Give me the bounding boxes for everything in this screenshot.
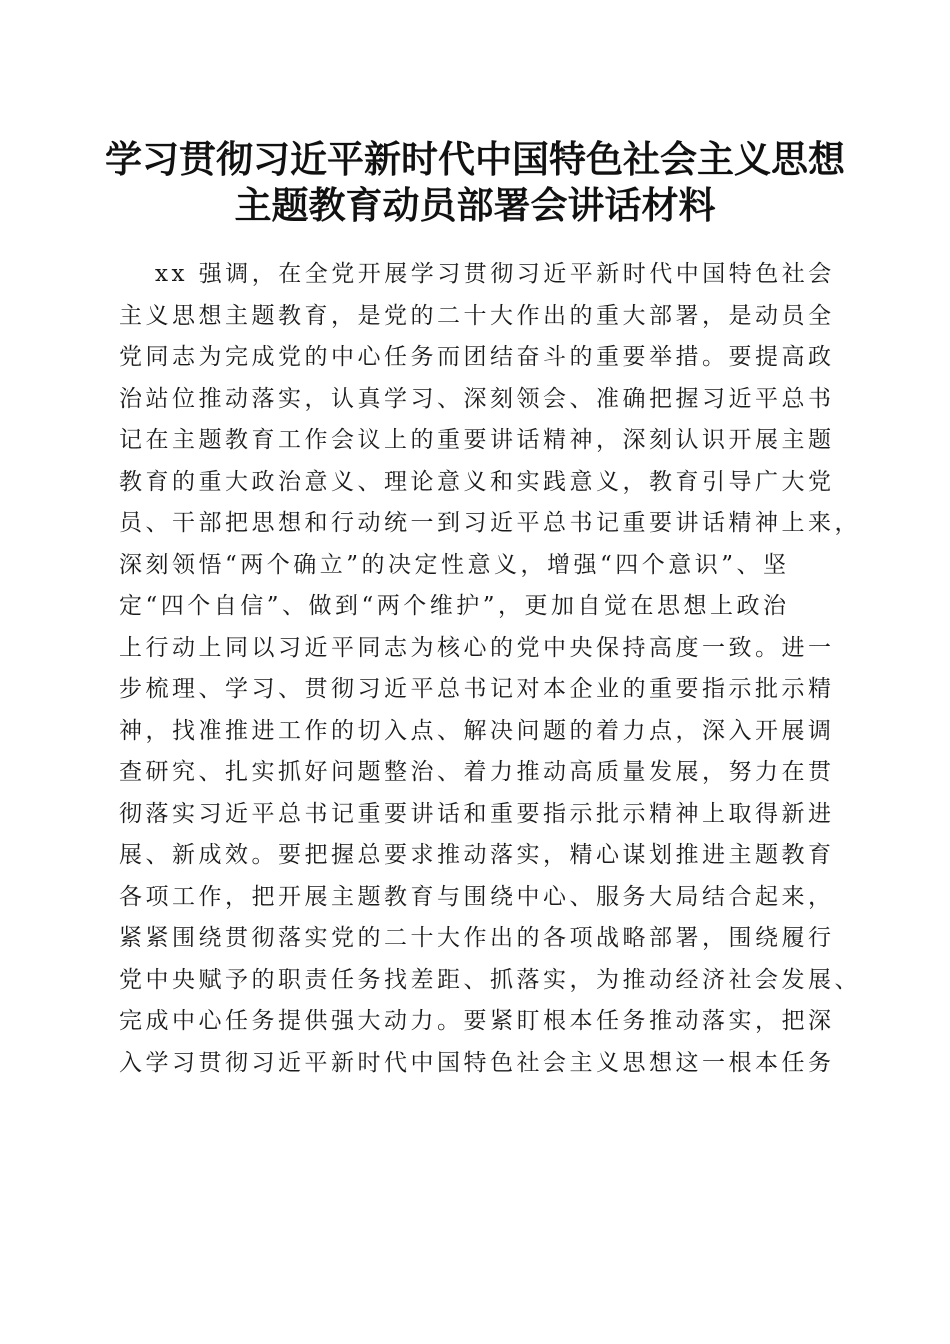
document-title-line-1: 学习贯彻习近平新时代中国特色社会主义思想 (105, 137, 845, 181)
body-line: 员、干部把思想和行动统一到习近平总书记重要讲话精神上来， (119, 510, 861, 536)
body-line: 主义思想主题教育，是党的二十大作出的重大部署，是动员全 (119, 302, 835, 329)
body-line: 定“四个自信”、做到“两个维护”，更加自觉在思想上政治 (119, 593, 790, 619)
body-line: 记在主题教育工作会议上的重要讲话精神，深刻认识开展主题 (119, 427, 835, 453)
body-line: 紧紧围绕贯彻落实党的二十大作出的各项战略部署，围绕履行 (119, 925, 835, 951)
body-line: 各项工作，把开展主题教育与围绕中心、服务大局结合起来， (119, 883, 835, 910)
body-line: 党同志为完成党的中心任务而团结奋斗的重要举措。要提高政 (119, 344, 835, 370)
body-line: 深刻领悟“两个确立”的决定性意义，增强“四个意识”、坚 (119, 551, 790, 578)
body-line: 治站位推动落实，认真学习、深刻领会、准确把握习近平总书 (119, 385, 835, 412)
document-title-line-2: 主题教育动员部署会讲话材料 (234, 183, 716, 227)
body-line: xx 强调，在全党开展学习贯彻习近平新时代中国特色社会 (155, 261, 835, 287)
body-line: 上行动上同以习近平同志为核心的党中央保持高度一致。进一 (119, 634, 835, 661)
body-line: 教育的重大政治意义、理论意义和实践意义，教育引导广大党 (119, 468, 835, 495)
body-line: 神，找准推进工作的切入点、解决问题的着力点，深入开展调 (119, 717, 835, 744)
body-line: 完成中心任务提供强大动力。要紧盯根本任务推动落实，把深 (119, 1008, 835, 1034)
body-line: 步梳理、学习、贯彻习近平总书记对本企业的重要指示批示精 (119, 676, 835, 702)
body-line: 入学习贯彻习近平新时代中国特色社会主义思想这一根本任务 (119, 1049, 835, 1076)
body-line: 彻落实习近平总书记重要讲话和重要指示批示精神上取得新进 (119, 800, 835, 827)
document-body (119, 254, 861, 1084)
body-line: 展、新成效。要把握总要求推动落实，精心谋划推进主题教育 (119, 842, 835, 868)
body-line: 查研究、扎实抓好问题整治、着力推动高质量发展，努力在贯 (119, 759, 835, 785)
body-line: 党中央赋予的职责任务找差距、抓落实，为推动经济社会发展、 (119, 966, 861, 993)
